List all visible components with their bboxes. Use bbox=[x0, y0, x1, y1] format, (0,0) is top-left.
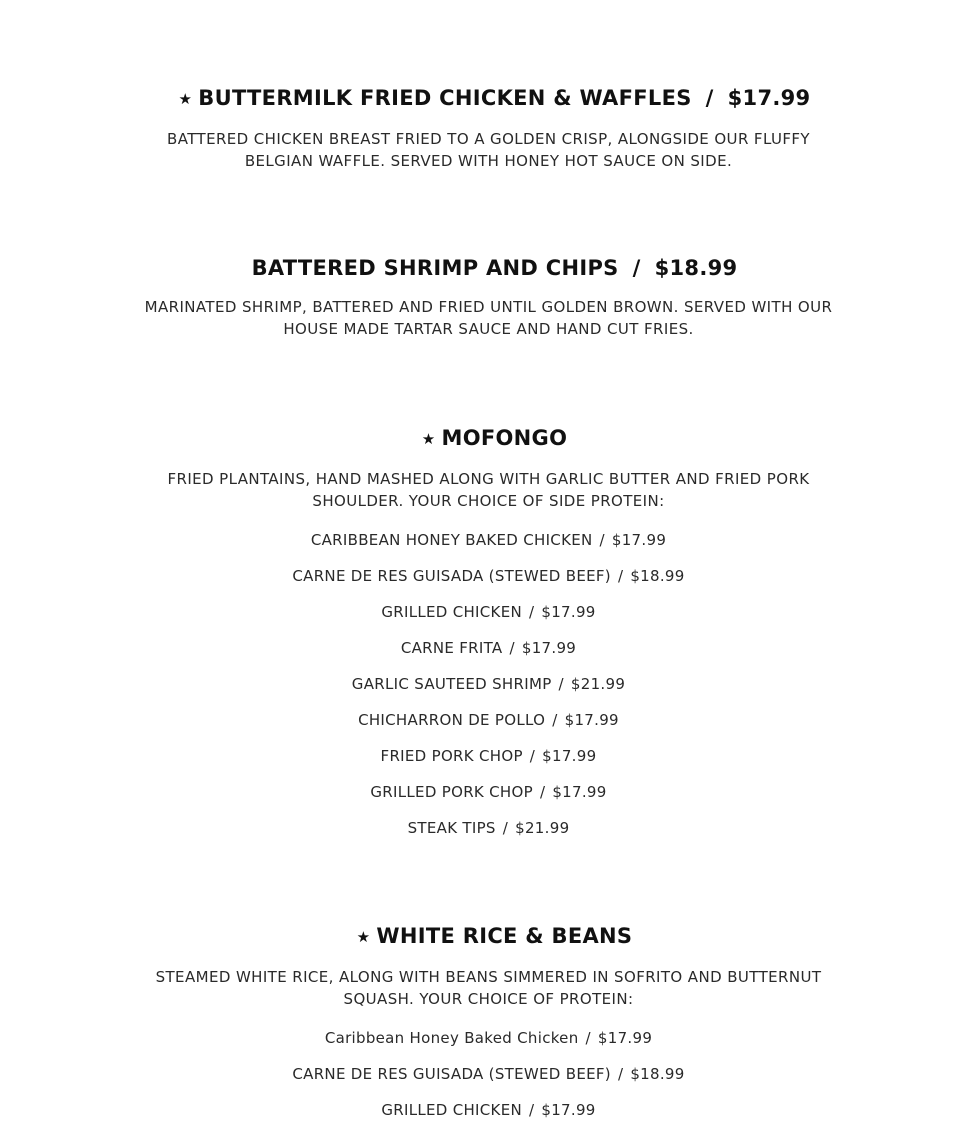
option-price: $18.99 bbox=[630, 1065, 685, 1083]
option-price: $18.99 bbox=[630, 567, 685, 585]
option-price: $17.99 bbox=[597, 1029, 653, 1047]
star-icon: ★ bbox=[421, 430, 436, 448]
option-price: $21.99 bbox=[515, 819, 570, 837]
list-item bbox=[6, 710, 965, 746]
dish-description: MARINATED SHRIMP, BATTERED AND FRIED UNTIL GOLDEN BROWN. SERVED WITH OUR HOUSE MADE TARTAR SAUCE AND HAND CUT FRIES. bbox=[144, 298, 833, 338]
list-item bbox=[6, 1064, 965, 1100]
dish-title bbox=[12, 424, 965, 454]
option-separator: / bbox=[502, 819, 509, 837]
option-price: $17.99 bbox=[521, 639, 577, 657]
menu-item-mofongo bbox=[0, 424, 965, 854]
protein-options-list bbox=[0, 530, 965, 854]
option-separator: / bbox=[617, 1065, 624, 1083]
option-price: $17.99 bbox=[541, 1101, 596, 1119]
list-item bbox=[6, 602, 965, 638]
dish-title bbox=[12, 84, 965, 114]
list-item bbox=[6, 818, 965, 854]
option-separator: / bbox=[558, 675, 564, 693]
option-separator: / bbox=[552, 711, 558, 729]
dish-description: BATTERED CHICKEN BREAST FRIED TO A GOLDEN CRISP, ALONGSIDE OUR FLUFFY BELGIAN WAFFLE. SERVED WITH HONEY HOT SAUCE ON SIDE. bbox=[167, 130, 810, 170]
price-separator: / bbox=[632, 256, 641, 280]
option-name: GRILLED PORK CHOP bbox=[370, 783, 533, 801]
option-separator: / bbox=[539, 783, 546, 801]
list-item bbox=[6, 746, 965, 782]
star-icon: ★ bbox=[178, 90, 193, 108]
list-item bbox=[6, 1100, 965, 1136]
dish-name: MOFONGO bbox=[441, 426, 568, 450]
option-name: GARLIC SAUTEED SHRIMP bbox=[351, 675, 552, 693]
option-name: FRIED PORK CHOP bbox=[380, 747, 523, 765]
price-separator: / bbox=[705, 86, 714, 110]
menu-item-rice-beans bbox=[0, 922, 965, 1136]
option-name: CARNE DE RES GUISADA (STEWED BEEF) bbox=[292, 567, 611, 585]
option-name: CHICHARRON DE POLLO bbox=[358, 711, 546, 729]
dish-name: BATTERED SHRIMP AND CHIPS bbox=[251, 256, 619, 280]
option-name: CARIBBEAN HONEY BAKED CHICKEN bbox=[310, 531, 593, 549]
dish-title bbox=[12, 254, 965, 282]
option-price: $17.99 bbox=[611, 531, 667, 549]
list-item bbox=[6, 530, 965, 566]
dish-title bbox=[12, 922, 965, 952]
option-name: GRILLED CHICKEN bbox=[381, 603, 522, 621]
dish-name: WHITE RICE & BEANS bbox=[376, 924, 633, 948]
dish-price: $18.99 bbox=[654, 256, 738, 280]
option-separator: / bbox=[529, 1101, 535, 1119]
option-separator: / bbox=[509, 639, 515, 657]
dish-name: BUTTERMILK FRIED CHICKEN & WAFFLES bbox=[198, 86, 692, 110]
list-item bbox=[6, 782, 965, 818]
protein-options-list bbox=[0, 1028, 965, 1136]
option-price: $21.99 bbox=[570, 675, 626, 693]
dish-description: STEAMED WHITE RICE, ALONG WITH BEANS SIMMERED IN SOFRITO AND BUTTERNUT SQUASH. YOUR CHOICE OF PROTEIN: bbox=[155, 968, 822, 1008]
dish-description: FRIED PLANTAINS, HAND MASHED ALONG WITH GARLIC BUTTER AND FRIED PORK SHOULDER. YOUR CHOICE OF SIDE PROTEIN: bbox=[167, 470, 810, 510]
option-name: GRILLED CHICKEN bbox=[381, 1101, 522, 1119]
option-name: STEAK TIPS bbox=[407, 819, 496, 837]
option-separator: / bbox=[617, 567, 624, 585]
option-name: CARNE FRITA bbox=[400, 639, 503, 657]
option-name: CARNE DE RES GUISADA (STEWED BEEF) bbox=[292, 1065, 611, 1083]
menu-item-shrimp-chips bbox=[0, 254, 965, 340]
star-icon: ★ bbox=[356, 928, 371, 946]
option-price: $17.99 bbox=[552, 783, 607, 801]
option-separator: / bbox=[529, 747, 536, 765]
list-item bbox=[6, 674, 965, 710]
list-item bbox=[6, 638, 965, 674]
option-name: Caribbean Honey Baked Chicken bbox=[324, 1029, 579, 1047]
list-item bbox=[6, 1028, 965, 1064]
option-separator: / bbox=[585, 1029, 591, 1047]
dish-price: $17.99 bbox=[727, 86, 811, 110]
menu-item-chicken-waffles bbox=[0, 84, 965, 172]
option-price: $17.99 bbox=[564, 711, 619, 729]
option-price: $17.99 bbox=[541, 603, 596, 621]
option-separator: / bbox=[529, 603, 535, 621]
option-price: $17.99 bbox=[542, 747, 597, 765]
list-item bbox=[6, 566, 965, 602]
option-separator: / bbox=[599, 531, 605, 549]
